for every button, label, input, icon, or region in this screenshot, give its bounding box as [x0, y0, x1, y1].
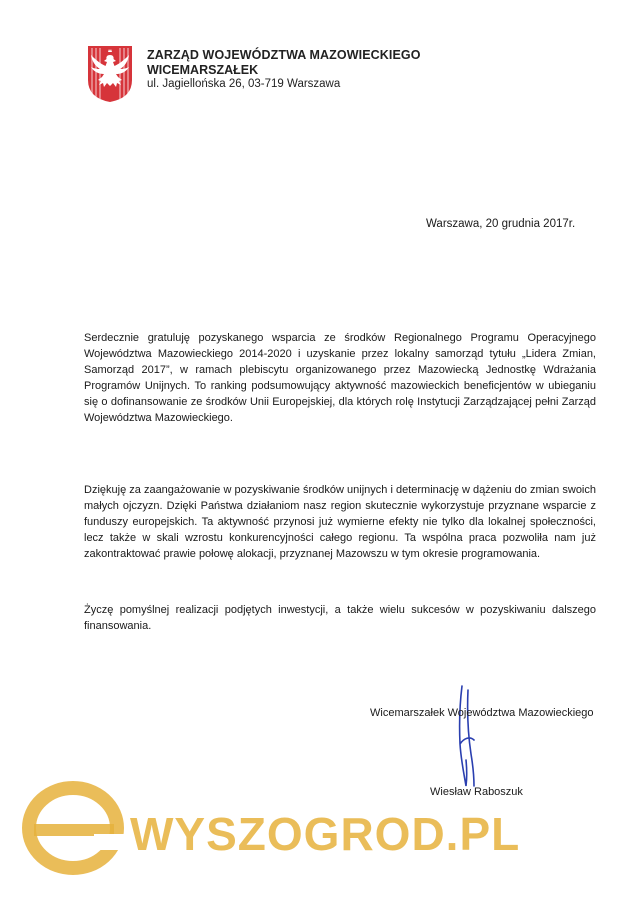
- watermark-text: WYSZOGROD.PL: [130, 808, 521, 860]
- letter-paragraph-2: Dziękuję za zaangażowanie w pozyskiwanie środków unijnych i determinację w dążeniu do zmian swoich małych ojczyzn. Dzięki Państwa działaniom nasz region skutecznie wykorzystuje przyznane wsparcie z funduszy europejskich. Ta aktywność przynosi już wymierne efekty nie tylko dla lokalnej społeczności, lecz także w skali wzrostu konkurencyjności całego regionu. Ta wspólna praca pozwoliła nam już zakontraktować prawie połowę alokacji, przyznanej Mazowszu w tym okresie programowania.: [84, 484, 596, 560]
- letter-paragraph-1: Serdecznie gratuluję pozyskanego wsparcia ze środków Regionalnego Programu Operacyjnego Województwa Mazowieckiego 2014-2020 i uzyskanie przez lokalny samorząd tytułu „Lidera Zmian, Samorząd 2017”, w ramach plebiscytu organizowanego przez Mazowiecką Jednostkę Wdrażania Programów Unijnych. To ranking podsumowujący aktywność mazowieckich beneficjentów w ubieganiu się o dofinansowanie ze środków Unii Europejskiej, dla których rolę Instytucji Zarządzającej pełni Zarząd Województwa Mazowieckiego.: [84, 332, 596, 424]
- handwritten-signature: [440, 682, 500, 792]
- coat-of-arms-logo: [86, 44, 134, 104]
- watermark-logo: [18, 778, 618, 888]
- office-title: WICEMARSZAŁEK: [147, 63, 259, 77]
- signatory-role: Wicemarszałek Województwa Mazowieckiego: [370, 707, 594, 719]
- letter-paragraph-3: Życzę pomyślnej realizacji podjętych inwestycji, a także wielu sukcesów w pozyskiwaniu dalszego finansowania.: [84, 604, 596, 632]
- institution-name: ZARZĄD WOJEWÓDZTWA MAZOWIECKIEGO: [147, 48, 421, 62]
- letter-date: Warszawa, 20 grudnia 2017r.: [426, 218, 576, 230]
- office-address: ul. Jagiellońska 26, 03-719 Warszawa: [147, 78, 341, 90]
- signatory-name: Wiesław Raboszuk: [430, 786, 523, 798]
